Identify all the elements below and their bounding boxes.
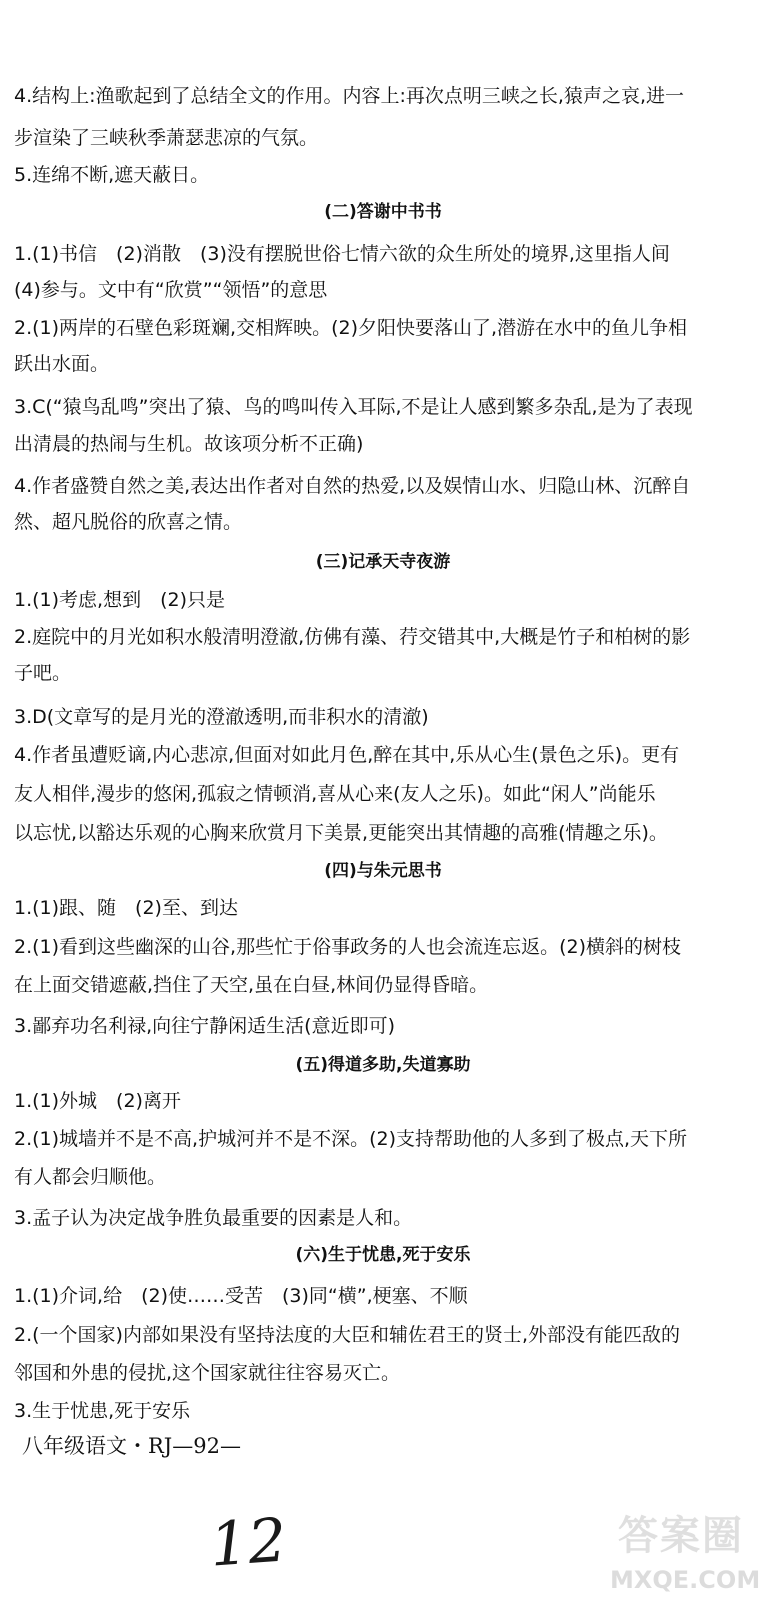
page-footer: 八年级语文・RJ—92— [22, 1434, 241, 1458]
answer-line: 2.庭院中的月光如积水般清明澄澈,仿佛有藻、荇交错其中,大概是竹子和柏树的影 [14, 626, 691, 648]
answer-line: 跃出水面。 [14, 353, 110, 375]
handwritten-page-number: 12 [207, 1505, 289, 1581]
answer-line: 4.作者盛赞自然之美,表达出作者对自然的热爱,以及娱情山水、归隐山林、沉醉自 [14, 475, 691, 497]
section-heading: (二)答谢中书书 [324, 202, 442, 222]
answer-line: 友人相伴,漫步的悠闲,孤寂之情顿消,喜从心来(友人之乐)。如此“闲人”尚能乐 [14, 783, 656, 805]
answer-line: 4.作者虽遭贬谪,内心悲凉,但面对如此月色,醉在其中,乐从心生(景色之乐)。更有 [14, 744, 680, 766]
answer-line: 2.(1)两岸的石壁色彩斑斓,交相辉映。(2)夕阳快要落山了,潜游在水中的鱼儿争相 [14, 317, 688, 339]
section-heading: (三)记承天寺夜游 [315, 552, 451, 572]
answer-line: 3.生于忧患,死于安乐 [14, 1400, 191, 1422]
answer-line: 3.C(“猿鸟乱鸣”突出了猿、鸟的鸣叫传入耳际,不是让人感到繁多杂乱,是为了表现 [14, 396, 693, 418]
answer-line: 然、超凡脱俗的欣喜之情。 [14, 511, 243, 533]
watermark-url: MXQE.COM [610, 1566, 761, 1594]
answer-line: 1.(1)跟、随 (2)至、到达 [14, 897, 238, 919]
answer-line: 2.(一个国家)内部如果没有坚持法度的大臣和辅佐君王的贤士,外部没有能匹敌的 [14, 1324, 680, 1346]
answer-line: 1.(1)介词,给 (2)使……受苦 (3)同“横”,梗塞、不顺 [14, 1285, 468, 1307]
answer-line: 2.(1)城墙并不是不高,护城河并不是不深。(2)支持帮助他的人多到了极点,天下所 [14, 1128, 688, 1150]
answer-line: 在上面交错遮蔽,挡住了天空,虽在白昼,林间仍显得昏暗。 [14, 974, 489, 996]
answer-line: 1.(1)外城 (2)离开 [14, 1090, 181, 1112]
section-heading: (四)与朱元思书 [324, 861, 442, 881]
answer-line: 3.D(文章写的是月光的澄澈透明,而非积水的清澈) [14, 706, 429, 728]
answer-line: 子吧。 [14, 662, 72, 684]
section-heading: (五)得道多助,失道寡助 [295, 1055, 471, 1075]
answer-line: (4)参与。文中有“欣赏”“领悟”的意思 [14, 279, 328, 301]
answer-line: 邻国和外患的侵扰,这个国家就往往容易灭亡。 [14, 1362, 401, 1384]
answer-line: 1.(1)考虑,想到 (2)只是 [14, 589, 225, 611]
watermark-logo-text: 答案圈 [618, 1513, 744, 1559]
answer-line: 以忘忧,以豁达乐观的心胸来欣赏月下美景,更能突出其情趣的高雅(情趣之乐)。 [14, 822, 668, 844]
answer-line: 1.(1)书信 (2)消散 (3)没有摆脱世俗七情六欲的众生所处的境界,这里指人间 [14, 243, 670, 265]
section-heading: (六)生于忧患,死于安乐 [295, 1245, 471, 1265]
answer-line: 4.结构上:渔歌起到了总结全文的作用。内容上:再次点明三峡之长,猿声之哀,进一 [14, 85, 685, 107]
answer-line: 5.连绵不断,遮天蔽日。 [14, 164, 210, 186]
answer-line: 步渲染了三峡秋季萧瑟悲凉的气氛。 [14, 127, 319, 149]
watermark-logo [610, 1504, 760, 1594]
answer-line: 出清晨的热闹与生机。故该项分析不正确) [14, 433, 364, 455]
answer-line: 3.鄙弃功名利禄,向往宁静闲适生活(意近即可) [14, 1015, 395, 1037]
answer-line: 3.孟子认为决定战争胜负最重要的因素是人和。 [14, 1207, 413, 1229]
answer-line: 有人都会归顺他。 [14, 1166, 167, 1188]
answer-line: 2.(1)看到这些幽深的山谷,那些忙于俗事政务的人也会流连忘返。(2)横斜的树枝 [14, 936, 681, 958]
